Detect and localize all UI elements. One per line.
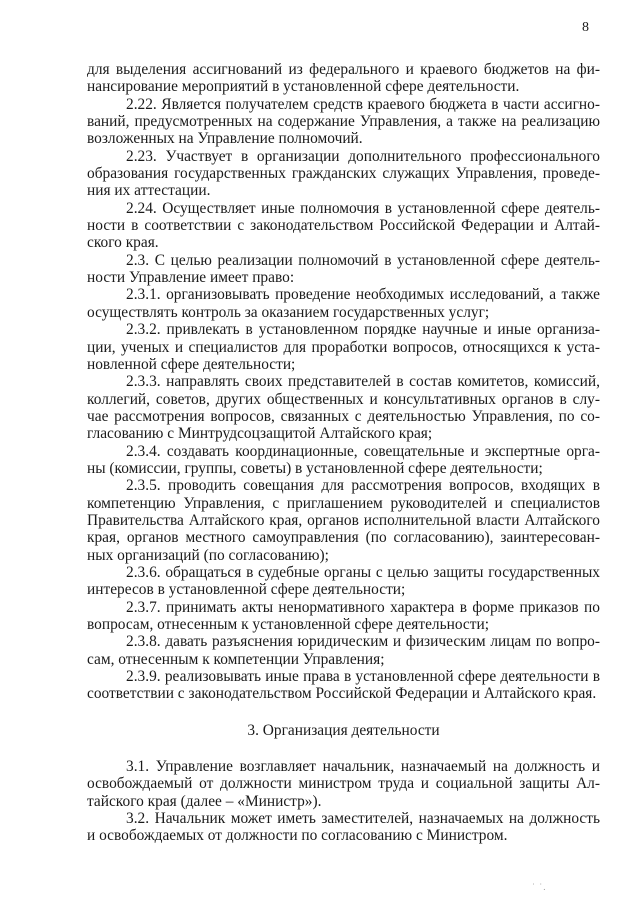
page-number: 8 <box>582 20 589 35</box>
paragraph <box>87 200 600 252</box>
text-line: 3.2. Начальник может иметь заместителей, назначаемых на должность <box>126 810 600 828</box>
text-line: края, органов местного самоуправления (по согласованию), заинтересован- <box>87 529 600 547</box>
text-line: 2.3.3. направлять своих представителей в состав комитетов, комиссий, <box>126 373 600 391</box>
text-line: 2.3.8. давать разъяснения юридическим и физическим лицам по вопро- <box>126 633 600 651</box>
text-line: 3.1. Управление возглавляет начальник, назначаемый на должность и <box>126 758 600 776</box>
paragraph <box>87 810 600 845</box>
text-line: ных организаций (по согласованию); <box>87 546 329 564</box>
paragraph <box>87 286 600 321</box>
text-line: возложенных на Управление полномочий. <box>87 130 363 148</box>
text-line: сам, отнесенным к компетенции Управления; <box>87 650 385 668</box>
text-line: коллегий, советов, других общественных и консультативных органов в слу- <box>87 390 600 408</box>
text-line: 2.3. С целью реализации полномочий в установленной сфере деятель- <box>126 251 600 269</box>
text-line: соответствии с законодательством Российской Федерации и Алтайского края. <box>87 685 597 703</box>
text-line: вопросам, отнесенным к установленной сфере деятельности; <box>87 616 490 633</box>
paragraph <box>87 758 600 810</box>
text-line: компетенцию Управления, с приглашением руководителей и специалистов <box>87 494 600 512</box>
text-line: ского края. <box>87 234 159 252</box>
paragraph <box>87 443 600 478</box>
paragraph <box>87 633 600 668</box>
text-line: 2.3.1. организовывать проведение необходимых исследований, а также <box>126 286 600 304</box>
paragraph <box>87 668 600 703</box>
text-line: ности в соответствии с законодательством Российской Федерации и Алтай- <box>87 217 600 235</box>
text-line: 2.24. Осуществляет иные полномочия в установленной сфере деятель- <box>126 199 600 217</box>
document-body <box>87 61 600 845</box>
section-heading: 3. Организация деятельности <box>247 721 440 739</box>
text-line: 2.23. Участвует в организации дополнительного профессионального <box>126 147 600 165</box>
section-2-paragraphs <box>87 61 600 703</box>
text-line: осуществлять контроль за оказанием государственных услуг; <box>87 303 490 321</box>
paragraph <box>87 148 600 200</box>
text-line: интересов в установленной сфере деятельности; <box>87 581 406 599</box>
text-line: образования государственных гражданских служащих Управления, проведе- <box>87 165 600 183</box>
text-line: Правительства Алтайского края, органов исполнительной власти Алтайского <box>87 511 600 529</box>
scan-artifact: ˙ ˙. <box>532 882 547 892</box>
text-line: освобождаемый от должности министром труда и социальной защиты Ал- <box>87 775 600 793</box>
text-line: 2.3.7. принимать акты ненормативного характера в форме приказов по <box>126 598 600 616</box>
text-line: 2.3.4. создавать координационные, совещательные и экспертные орга- <box>126 442 600 460</box>
text-line: и освобождаемых от должности по согласованию с Министром. <box>87 827 508 845</box>
paragraph <box>87 599 600 634</box>
text-line: 2.3.2. привлекать в установленном порядке научные и иные организа- <box>126 321 600 339</box>
paragraph <box>87 252 600 287</box>
paragraph <box>87 96 600 148</box>
text-line: тайского края (далее – «Министр»). <box>87 792 322 810</box>
text-line: для выделения ассигнований из федерального и краевого бюджетов на фи- <box>87 61 600 78</box>
section-3-paragraphs <box>87 758 600 845</box>
text-line: ния их аттестации. <box>87 182 211 200</box>
text-line: ности Управление имеет право: <box>87 269 295 287</box>
paragraph <box>87 477 600 564</box>
text-line: нансирование мероприятий в установленной сфере деятельности. <box>87 78 520 96</box>
text-line: 2.3.6. обращаться в судебные органы с целью защиты государственных <box>126 563 600 581</box>
paragraph <box>87 373 600 442</box>
text-line: чае рассмотрения вопросов, связанных с деятельностью Управления, по со- <box>87 407 600 425</box>
text-line: ваний, предусмотренных на содержание Управления, а также на реализацию <box>87 113 600 131</box>
paragraph <box>87 564 600 599</box>
text-line: 2.3.9. реализовывать иные права в установленной сфере деятельности в <box>126 668 600 686</box>
paragraph <box>87 61 600 96</box>
text-line: ции, ученых и специалистов для проработки вопросов, относящихся к уста- <box>87 338 600 356</box>
text-line: ны (комиссии, группы, советы) в установленной сфере деятельности; <box>87 459 543 477</box>
paragraph <box>87 321 600 373</box>
text-line: новленной сфере деятельности; <box>87 355 296 373</box>
text-line: гласованию с Минтрудсоцзащитой Алтайского края; <box>87 425 433 443</box>
text-line: 2.22. Является получателем средств краевого бюджета в части ассигно- <box>126 95 600 113</box>
text-line: 2.3.5. проводить совещания для рассмотрения вопросов, входящих в <box>126 477 600 495</box>
